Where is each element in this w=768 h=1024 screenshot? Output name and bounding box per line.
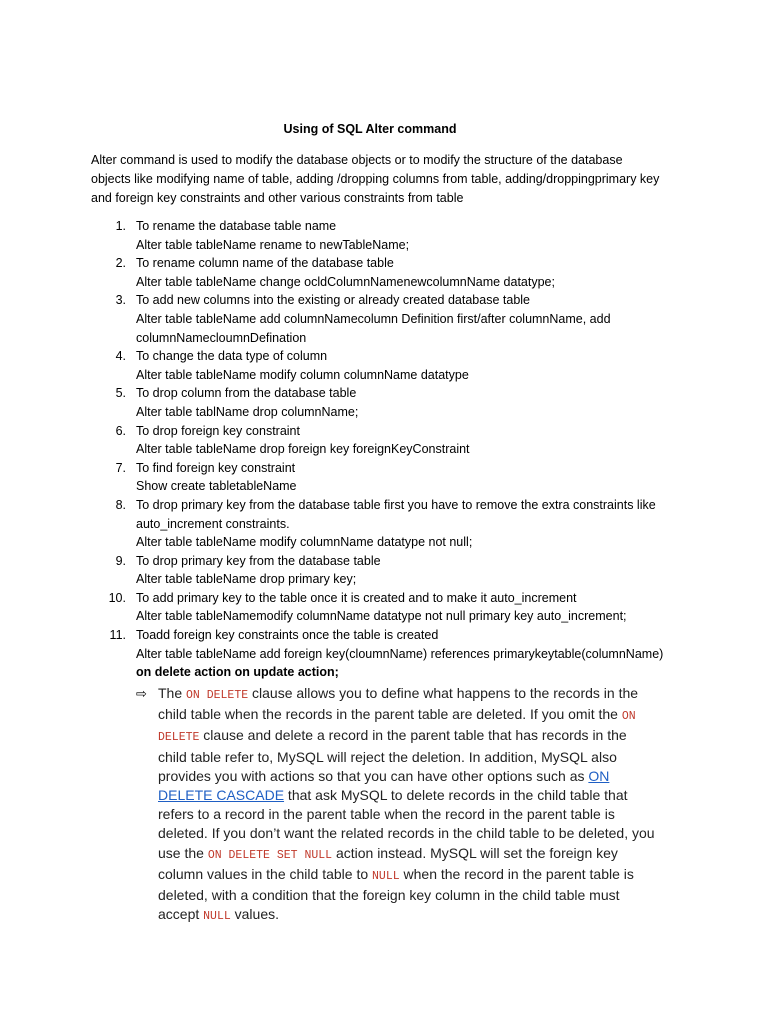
list-item	[0, 422, 768, 459]
list-item-number: 8.	[115, 497, 126, 512]
intro-line: and foreign key constraints and other various constraints from table	[91, 191, 464, 205]
list-item-line: To add new columns into the existing or already created database table	[136, 293, 530, 308]
list-item-number: 2.	[115, 256, 126, 271]
list-item-line: Alter table tableName drop foreign key foreignKeyConstraint	[136, 442, 470, 457]
list-item	[0, 347, 768, 384]
list-item-line: To add primary key to the table once it is created and to make it auto_increment	[136, 590, 577, 605]
list-item-text	[136, 589, 768, 626]
list-item-number: 10.	[108, 590, 126, 605]
code-on-delete: ON DELETE	[186, 689, 249, 702]
list-item-line: Alter table tableName add columnNamecolumn Definition first/after columnName, add	[136, 311, 611, 326]
list-item	[0, 589, 768, 626]
intro-paragraph	[91, 151, 691, 208]
list-item-line: To drop primary key from the database table	[136, 553, 381, 568]
list-item-number: 11.	[109, 628, 126, 643]
code-null: NULL	[203, 910, 231, 924]
list-item-text	[136, 254, 768, 291]
list-item-line: Alter table tableName change ocldColumnNamenewcolumnName datatype;	[136, 274, 555, 289]
list-item-line: Alter table tableName rename to newTableName;	[136, 237, 410, 252]
list-item-line: Alter table tableName drop primary key;	[136, 572, 357, 587]
list-item-line: Alter table tablName drop columnName;	[136, 404, 359, 419]
list-item-text	[136, 496, 768, 552]
list-item-number: 4.	[115, 349, 126, 364]
list-item-line: To drop primary key from the database table first you have to remove the extra constraints like	[136, 497, 656, 512]
list-item	[0, 496, 768, 552]
list-item	[0, 254, 768, 291]
list-item-text	[136, 217, 768, 254]
list-item-line: To drop column from the database table	[136, 386, 357, 401]
on-delete-note	[136, 684, 696, 926]
list-item-line: To drop foreign key constraint	[136, 423, 300, 438]
list-item-number: 3.	[115, 293, 126, 308]
code-delete: DELETE	[158, 731, 200, 745]
arrow-bullet-icon: ⇨	[136, 686, 147, 701]
code-on-delete-set-null: ON DELETE SET NULL	[207, 848, 333, 862]
list-item-line: Alter table tableNamemodify columnName datatype not null primary key auto_increment;	[136, 609, 627, 624]
list-item-text	[136, 291, 768, 347]
numbered-list	[0, 217, 768, 682]
list-item-text	[136, 459, 768, 496]
list-item-line: on delete action on update action;	[136, 665, 339, 680]
list-item-number: 9.	[115, 553, 126, 568]
code-on: ON	[621, 710, 636, 724]
list-item-text	[136, 384, 768, 421]
list-item-number: 5.	[115, 386, 126, 401]
list-item-line: Alter table tableName modify column columnName datatype	[136, 367, 469, 382]
on-delete-cascade-link[interactable]: DELETE CASCADE	[158, 787, 285, 804]
intro-line: objects like modifying name of table, adding /dropping columns from table, adding/droppingprimary key	[91, 172, 660, 186]
list-item-line: To rename the database table name	[136, 219, 337, 233]
list-item-line: Alter table tableName add foreign key(cloumnName) references primarykeytable(columnName)	[136, 646, 664, 661]
list-item-line: To rename column name of the database table	[136, 256, 394, 271]
list-item-line: To find foreign key constraint	[136, 460, 296, 475]
list-item	[0, 384, 768, 421]
list-item-number: 1.	[115, 219, 126, 233]
list-item-text	[136, 552, 768, 589]
list-item-number: 7.	[115, 460, 126, 475]
note-text: The ON DELETE clause allows you to define what happens to the records in the child table when the records in the parent table are deleted. If you omit the ON DELETE clause and delete a record in the parent table that has records in the child table refer to, MySQL will reject the deletion. In addition, MySQL also provides you with actions so that you can have other options such as ON DELETE CASCADE that ask MySQL to delete records in the child table that refers to a record in the parent table when the record in the parent table is deleted. If you don’t want the related records in the child table to be deleted, you use the ON DELETE SET NULL action instead. MySQL will set the foreign key column values in the child table to NULL when the record in the parent table is deleted, with a condition that the foreign key column in the child table must accept NULL values.	[158, 685, 655, 924]
list-item-line: Alter table tableName modify columnName datatype not null;	[136, 535, 473, 550]
on-delete-cascade-link[interactable]: ON	[588, 767, 610, 784]
intro-line: Alter command is used to modify the database objects or to modify the structure of the database	[91, 153, 623, 167]
list-item-text	[136, 626, 768, 682]
list-item-line: To change the data type of column	[136, 349, 328, 364]
list-item-line: auto_increment constraints.	[136, 516, 290, 531]
list-item	[0, 552, 768, 589]
list-item	[0, 459, 768, 496]
list-item	[0, 291, 768, 347]
page-title: Using of SQL Alter command	[283, 122, 457, 136]
code-null: NULL	[372, 869, 400, 883]
list-item	[0, 217, 768, 254]
list-item-line: Show create tabletableName	[136, 479, 297, 494]
list-item-text	[136, 422, 768, 459]
list-item	[0, 626, 768, 682]
list-item-text	[136, 347, 768, 384]
list-item-line: Toadd foreign key constraints once the table is created	[136, 628, 439, 643]
list-item-number: 6.	[115, 423, 126, 438]
list-item-line: columnNamecloumnDefination	[136, 330, 307, 345]
